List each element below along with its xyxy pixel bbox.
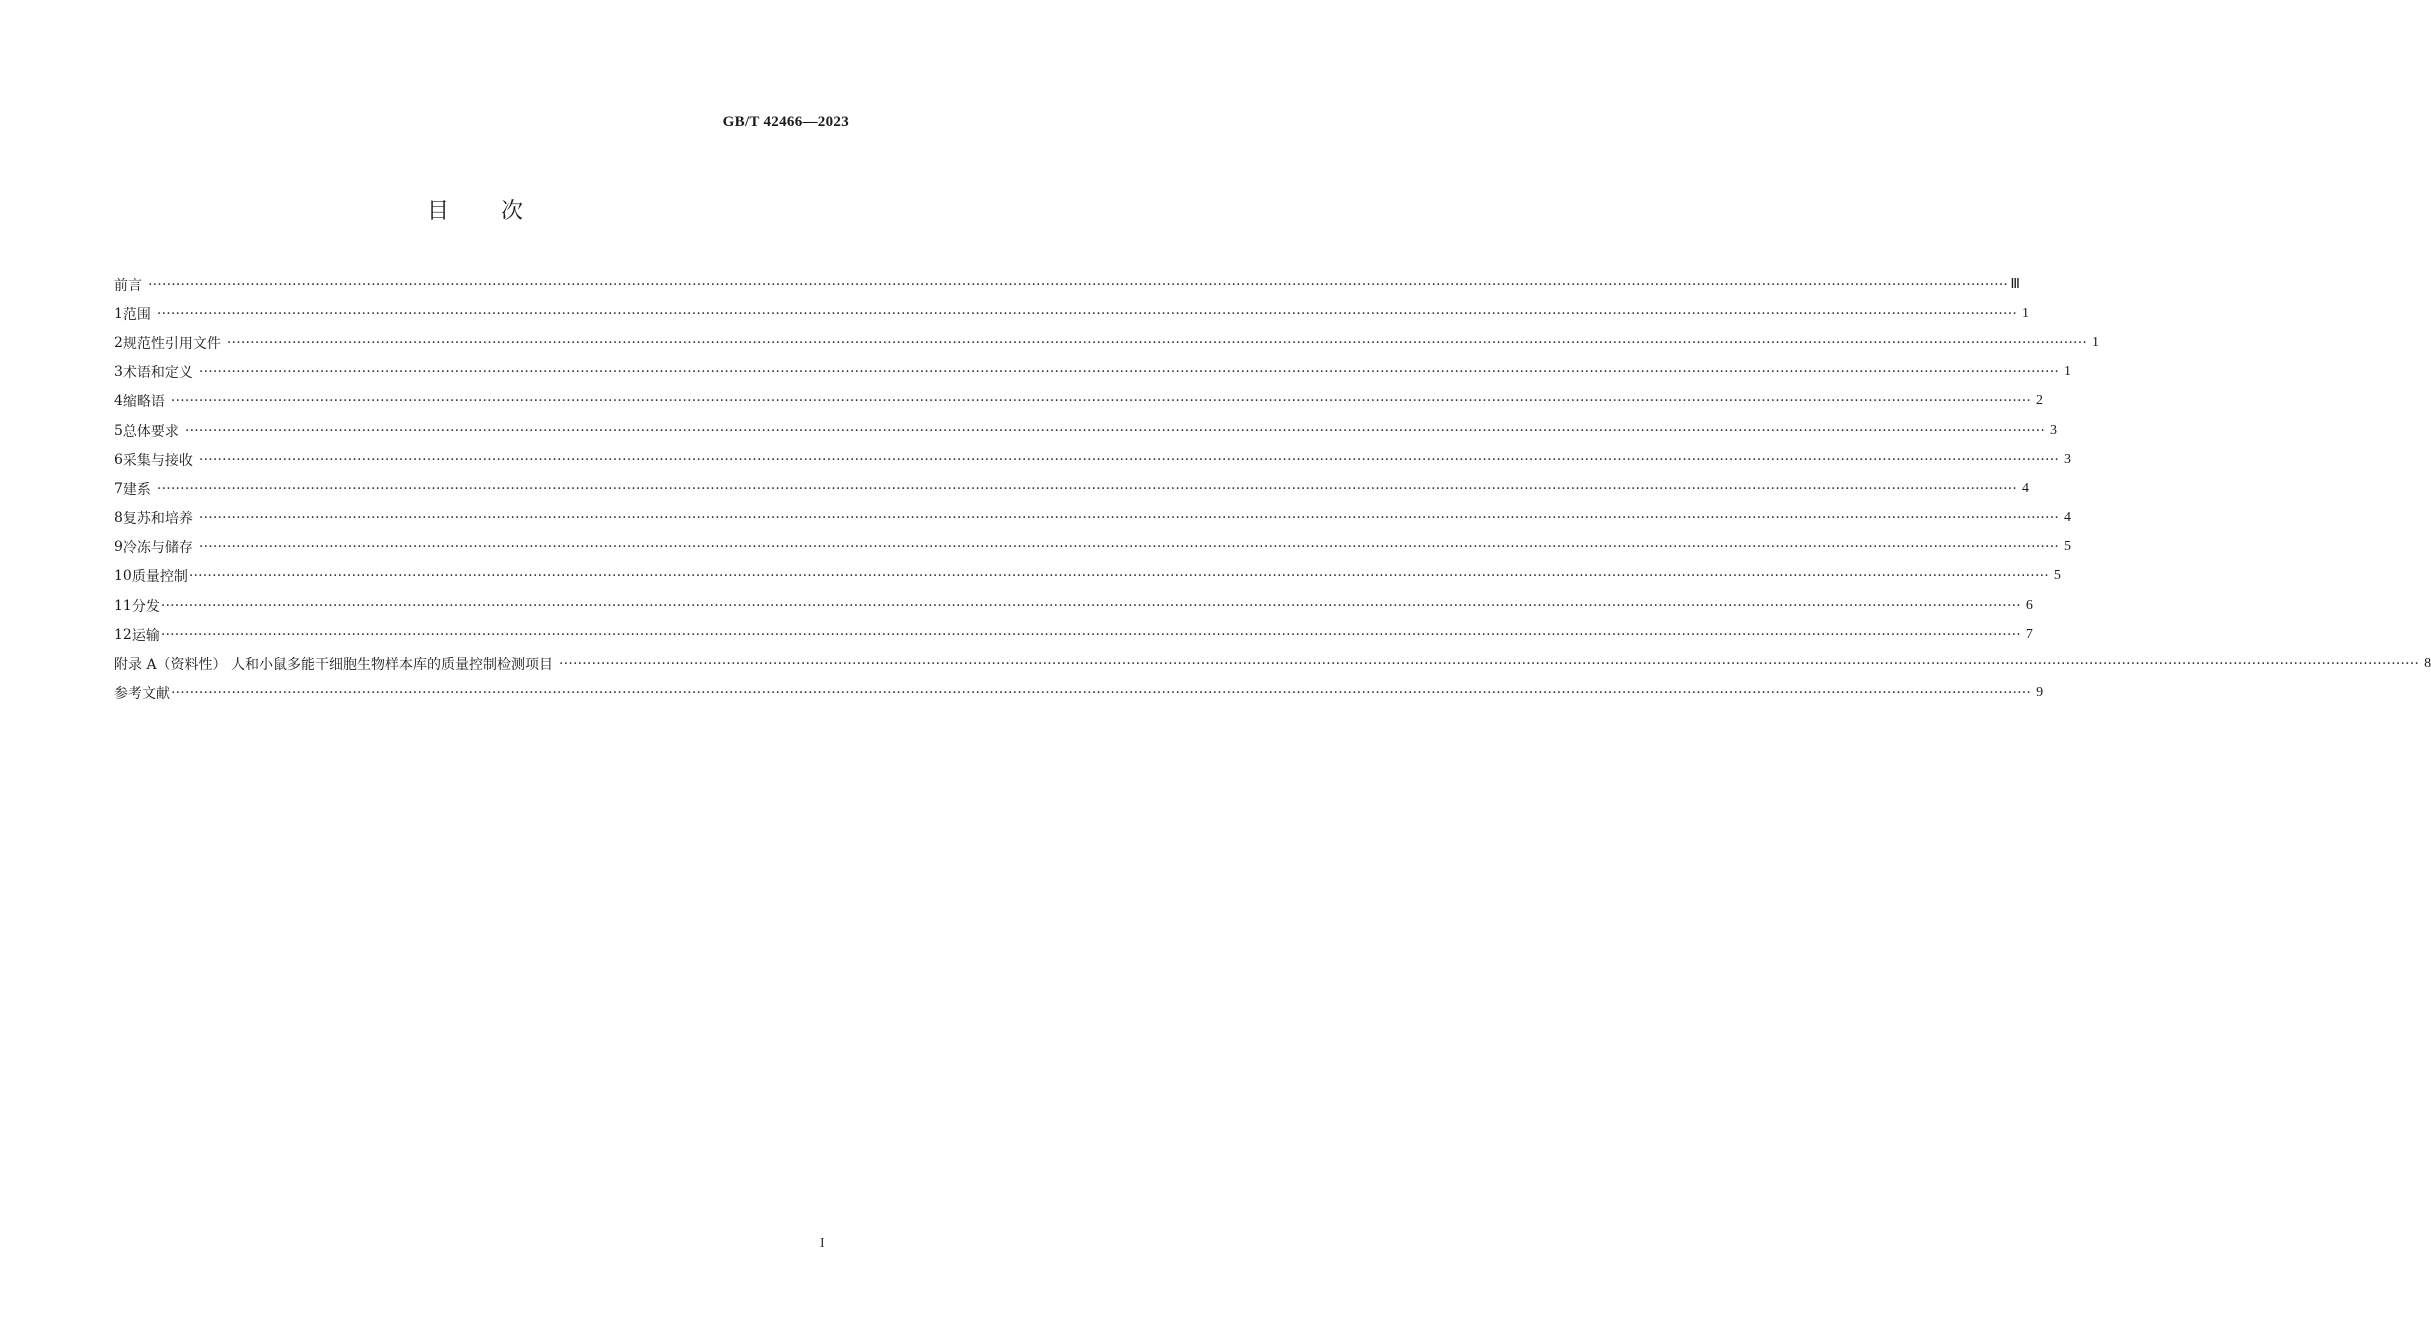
toc-entry[interactable] xyxy=(114,445,2071,474)
toc-entry-number: 1 xyxy=(114,305,123,322)
toc-entry-page: 1 xyxy=(2064,364,2071,380)
toc-entry[interactable] xyxy=(114,358,2071,387)
toc-entry-label: 附录 A（资料性） 人和小鼠多能干细胞生物样本库的质量控制检测项目 xyxy=(114,657,554,674)
toc-entry[interactable] xyxy=(114,270,2021,299)
standard-code: GB/T 42466—2023 xyxy=(722,114,849,130)
page-title: 目次 xyxy=(426,199,575,224)
toc-entry-number: 5 xyxy=(114,422,123,439)
toc-entry-page: Ⅲ xyxy=(2010,277,2021,293)
toc-entry-label: 术语和定义 xyxy=(122,365,193,382)
toc-entry-page: 3 xyxy=(2064,451,2071,467)
toc-entry-number: 2 xyxy=(114,334,123,351)
toc-leader-dots: ················································································································································································································································································································································································································ xyxy=(198,510,2059,527)
toc-entry-page: 4 xyxy=(2022,480,2029,496)
toc-leader-dots: ················································································································································································································································································································································································································ xyxy=(559,656,2420,673)
toc-entry[interactable] xyxy=(114,474,2029,503)
table-of-contents xyxy=(114,270,2431,708)
toc-entry-label: 复苏和培养 xyxy=(122,511,193,528)
toc-entry[interactable] xyxy=(114,562,2061,591)
toc-entry-page: 6 xyxy=(2025,597,2033,613)
toc-entry-page: 7 xyxy=(2025,626,2033,642)
toc-leader-dots: ················································································································································································································································································································································································································ xyxy=(170,393,2031,410)
toc-entry-label: 运输 xyxy=(131,627,160,644)
toc-leader-dots: ················································································································································································································································································································································································································ xyxy=(198,539,2059,556)
toc-entry-page: 1 xyxy=(2022,305,2029,321)
toc-entry-label: 缩略语 xyxy=(122,394,165,411)
toc-entry-page: 5 xyxy=(2053,568,2061,584)
toc-entry-label: 分发 xyxy=(131,598,160,615)
toc-entry-label: 总体要求 xyxy=(122,423,179,440)
toc-entry-number: 9 xyxy=(114,539,123,556)
toc-entry-label: 范围 xyxy=(122,306,151,323)
toc-entry[interactable] xyxy=(114,387,2043,416)
toc-leader-dots: ················································································································································································································································································································································································································ xyxy=(226,334,2087,351)
toc-entry-number: 7 xyxy=(114,480,123,497)
toc-entry-number: 8 xyxy=(114,510,123,527)
toc-entry[interactable] xyxy=(114,328,2099,357)
toc-leader-dots: ················································································································································································································································································································································································································ xyxy=(148,276,2009,293)
toc-leader-dots: ················································································································································································································································································································································································································ xyxy=(171,685,2032,702)
toc-leader-dots: ················································································································································································································································································································································································································ xyxy=(184,422,2045,439)
toc-leader-dots: ················································································································································································································································································································································································································ xyxy=(160,597,2021,614)
toc-entry-label: 规范性引用文件 xyxy=(122,335,221,352)
toc-entry[interactable] xyxy=(114,416,2057,445)
toc-entry-number: 11 xyxy=(114,597,132,614)
toc-entry[interactable] xyxy=(114,299,2029,328)
footer-page-number: I xyxy=(820,1236,825,1251)
toc-entry-number: 3 xyxy=(114,364,123,381)
toc-entry[interactable] xyxy=(114,649,2431,678)
toc-entry-page: 2 xyxy=(2036,393,2043,409)
toc-entry-page: 9 xyxy=(2036,685,2044,701)
toc-leader-dots: ················································································································································································································································································································································································································ xyxy=(188,568,2049,585)
toc-entry-label: 质量控制 xyxy=(131,569,188,586)
toc-leader-dots: ················································································································································································································································································································································································································ xyxy=(160,626,2021,643)
toc-entry[interactable] xyxy=(114,504,2071,533)
toc-entry[interactable] xyxy=(114,533,2071,562)
toc-leader-dots: ················································································································································································································································································································································································································ xyxy=(198,364,2059,381)
toc-entry-number: 6 xyxy=(114,451,123,468)
toc-entry-page: 8 xyxy=(2424,656,2431,672)
toc-entry-label: 参考文献 xyxy=(114,686,170,703)
toc-entry[interactable] xyxy=(114,591,2033,620)
toc-leader-dots: ················································································································································································································································································································································································································ xyxy=(156,305,2017,322)
toc-entry-label: 采集与接收 xyxy=(122,452,193,469)
toc-entry-page: 3 xyxy=(2050,422,2057,438)
toc-entry-label: 冷冻与储存 xyxy=(122,540,193,557)
toc-entry-page: 5 xyxy=(2064,539,2071,555)
toc-entry-page: 1 xyxy=(2092,334,2099,350)
toc-entry-label: 建系 xyxy=(122,481,151,498)
toc-entry-number: 10 xyxy=(114,568,132,585)
toc-entry-number: 4 xyxy=(114,393,123,410)
toc-entry-page: 4 xyxy=(2064,510,2071,526)
toc-leader-dots: ················································································································································································································································································································································································································ xyxy=(156,480,2017,497)
toc-entry-label: 前言 xyxy=(114,277,142,294)
toc-entry-number: 12 xyxy=(114,626,132,643)
toc-entry[interactable] xyxy=(114,679,2044,708)
toc-entry[interactable] xyxy=(114,620,2033,649)
toc-leader-dots: ················································································································································································································································································································································································································ xyxy=(198,451,2059,468)
